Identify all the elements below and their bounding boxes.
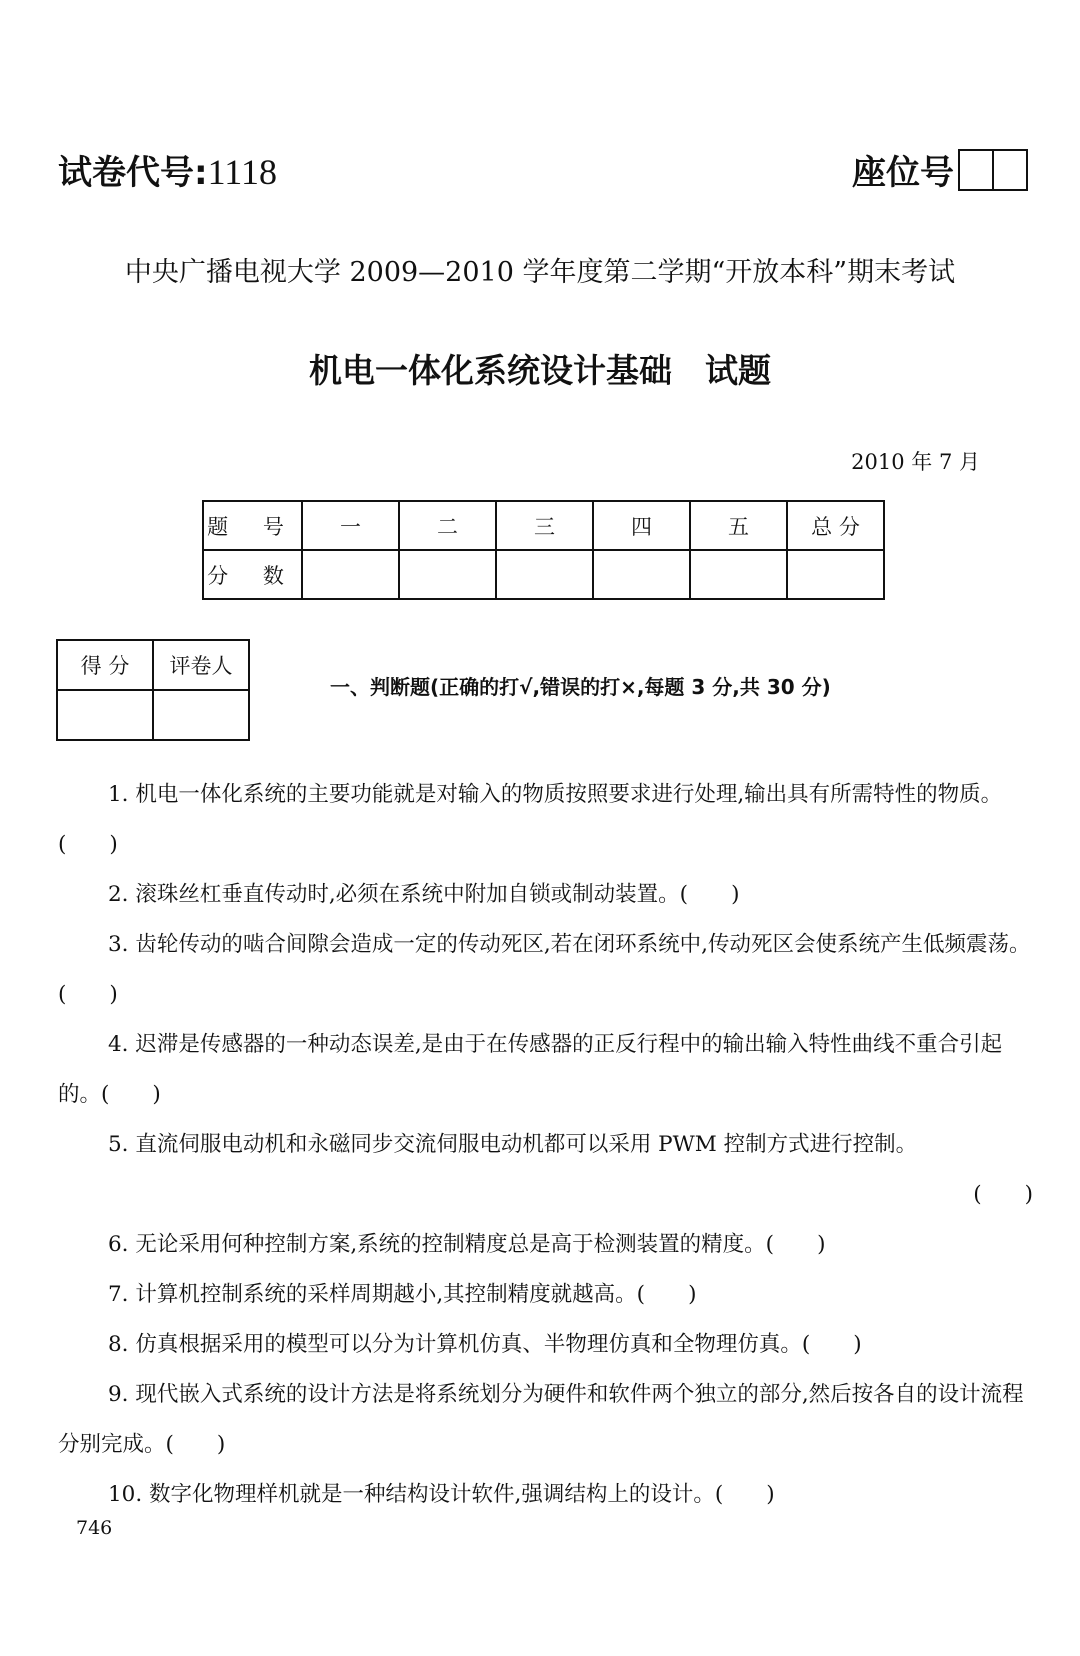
score-table-cell: 五 bbox=[690, 501, 787, 550]
question-item: 7. 计算机控制系统的采样周期越小,其控制精度就越高。( ) bbox=[108, 1282, 697, 1307]
score-table-cell: 二 bbox=[399, 501, 496, 550]
score-table-score-row bbox=[203, 550, 884, 599]
score-input-cell[interactable] bbox=[496, 550, 593, 599]
seat-box bbox=[994, 149, 1028, 191]
grader-score-cell[interactable] bbox=[57, 690, 153, 740]
question-item: 5. 直流伺服电动机和永磁同步交流伺服电动机都可以采用 PWM 控制方式进行控制。 bbox=[108, 1132, 918, 1157]
grader-score-label: 得 分 bbox=[57, 640, 153, 690]
grader-name-label: 评卷人 bbox=[153, 640, 249, 690]
score-input-cell[interactable] bbox=[690, 550, 787, 599]
question-list bbox=[58, 770, 1033, 1520]
score-input-cell[interactable] bbox=[787, 550, 884, 599]
question-item: 3. 齿轮传动的啮合间隙会造成一定的传动死区,若在闭环系统中,传动死区会使系统产生低频震荡。( ) bbox=[58, 932, 1031, 1007]
score-input-cell[interactable] bbox=[593, 550, 690, 599]
paper-code bbox=[58, 145, 277, 194]
question-item: 4. 迟滞是传感器的一种动态误差,是由于在传感器的正反行程中的输出输入特性曲线不重合引起的。( ) bbox=[58, 1032, 1003, 1107]
exam-title: 机电一体化系统设计基础 试题 bbox=[309, 351, 771, 390]
question-item: 1. 机电一体化系统的主要功能就是对输入的物质按照要求进行处理,输出具有所需特性的物质。( ) bbox=[58, 782, 1003, 857]
score-table-cell: 四 bbox=[593, 501, 690, 550]
score-table bbox=[202, 500, 885, 600]
paper-code-label: 试卷代号: bbox=[58, 153, 208, 193]
seat-number-boxes bbox=[958, 149, 1028, 191]
question-5-blank: ( ) bbox=[973, 1182, 1033, 1207]
page-number: 746 bbox=[76, 1517, 113, 1539]
score-table-cell: 一 bbox=[302, 501, 399, 550]
exam-date: 2010 年 7 月 bbox=[851, 450, 980, 474]
score-input-cell[interactable] bbox=[302, 550, 399, 599]
grader-table bbox=[56, 639, 250, 741]
grader-name-cell[interactable] bbox=[153, 690, 249, 740]
seat-number bbox=[852, 145, 1028, 194]
score-table-header-row bbox=[203, 501, 884, 550]
score-row-label: 分 数 bbox=[203, 550, 302, 599]
score-table-cell: 总 分 bbox=[787, 501, 884, 550]
seat-box bbox=[958, 149, 994, 191]
score-table-cell: 题 号 bbox=[203, 501, 302, 550]
paper-code-value: 1118 bbox=[207, 152, 277, 192]
score-input-cell[interactable] bbox=[399, 550, 496, 599]
section-heading: 一、判断题(正确的打√,错误的打×,每题 3 分,共 30 分) bbox=[330, 675, 831, 699]
question-item: 10. 数字化物理样机就是一种结构设计软件,强调结构上的设计。( ) bbox=[108, 1482, 775, 1507]
seat-number-label: 座位号 bbox=[852, 153, 954, 193]
question-item: 8. 仿真根据采用的模型可以分为计算机仿真、半物理仿真和全物理仿真。( ) bbox=[108, 1332, 862, 1357]
question-item: 9. 现代嵌入式系统的设计方法是将系统划分为硬件和软件两个独立的部分,然后按各自的设计流程分别完成。( ) bbox=[58, 1382, 1024, 1457]
question-item: 2. 滚珠丝杠垂直传动时,必须在系统中附加自锁或制动装置。( ) bbox=[108, 882, 740, 907]
university-line: 中央广播电视大学 2009—2010 学年度第二学期“开放本科”期末考试 bbox=[124, 257, 956, 288]
score-table-cell: 三 bbox=[496, 501, 593, 550]
question-item: 6. 无论采用何种控制方案,系统的控制精度总是高于检测装置的精度。( ) bbox=[108, 1232, 826, 1257]
